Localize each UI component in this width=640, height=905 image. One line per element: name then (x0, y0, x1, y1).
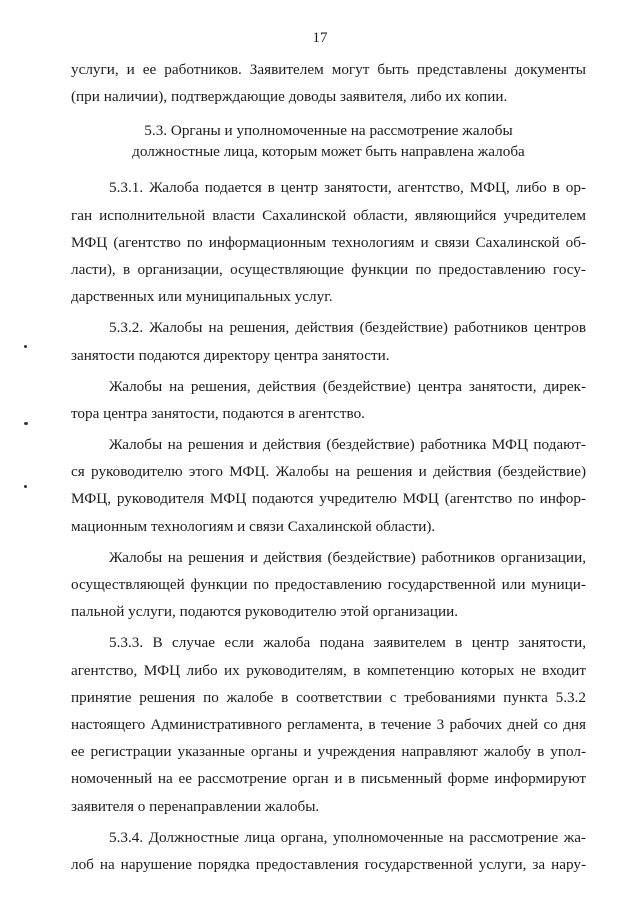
text-line: Жалобы на решения, действия (бездействие) центра занятости, дирек- (109, 377, 586, 395)
text-line: 5.3.2. Жалобы на решения, действия (бездействие) работников центров (109, 319, 586, 337)
heading-line: должностные лица, которым может быть направлена жалоба (132, 143, 525, 161)
paragraph-5-3-4 (71, 824, 586, 878)
section-heading (71, 120, 586, 162)
text-line: услуги, и ее работников. Заявителем могут быть представлены документы (71, 61, 586, 78)
text-line: занятости подаются директору центра занятости. (71, 346, 390, 364)
margin-dot-mark (24, 345, 27, 348)
text-line: осуществляющей функции по предоставлению государственной или муници- (71, 576, 586, 593)
paragraph-organization-complaints (71, 544, 586, 626)
text-line: номоченный на ее рассмотрение орган и в письменный форме информируют (71, 770, 586, 788)
text-line: 5.3.3. В случае если жалоба подана заявителем в центр занятости, (109, 634, 586, 652)
body-text (71, 56, 586, 878)
text-line: Жалобы на решения и действия (бездействие) работников организации, (109, 548, 586, 566)
text-line: агентство, МФЦ либо их руководителям, в компетенцию которых не входит (71, 661, 586, 679)
margin-dot-mark (24, 422, 28, 425)
text-line: ся руководителю этого МФЦ. Жалобы на решения и действия (бездействие) (71, 463, 586, 481)
text-line: ее регистрации указанные органы и учреждения направляют жалобу в упол- (71, 743, 586, 761)
text-line: 5.3.1. Жалоба подается в центр занятости, агентство, МФЦ, либо в ор- (109, 179, 586, 197)
intro-paragraph (71, 56, 586, 110)
text-line: ган исполнительной власти Сахалинской области, являющийся учредителем (71, 206, 586, 224)
paragraph-5-3-3 (71, 629, 586, 819)
text-line: 5.3.4. Должностные лица органа, уполномоченные на рассмотрение жа- (109, 828, 586, 846)
page-number: 17 (312, 30, 328, 46)
paragraph-agency-complaints (71, 373, 586, 427)
text-line: принятие решения по жалобе в соответствии с требованиями пункта 5.3.2 (71, 688, 586, 706)
margin-dot-mark (24, 485, 27, 488)
heading-line: 5.3. Органы и уполномоченные на рассмотрение жалобы (144, 122, 513, 140)
text-line: МФЦ, руководителя МФЦ подаются учредителю МФЦ (агентство по инфор- (71, 490, 586, 508)
text-line: настоящего Административного регламента, в течение 3 рабочих дней со дня (71, 715, 586, 733)
paragraph-5-3-2 (71, 314, 586, 368)
text-line: Жалобы на решения и действия (бездействие) работника МФЦ подают- (109, 436, 586, 454)
text-line: мационным технологиям и связи Сахалинской области). (71, 517, 436, 535)
text-line: МФЦ (агентство по информационным технологиям и связи Сахалинской об- (71, 233, 586, 251)
text-line: тора центра занятости, подаются в агентство. (71, 404, 365, 422)
paragraph-mfc-complaints (71, 431, 586, 540)
text-line: пальной услуги, подаются руководителю этой организации. (71, 603, 459, 621)
text-line: дарственных или муниципальных услуг. (71, 288, 333, 306)
text-line: (при наличии), подтверждающие доводы заявителя, либо их копии. (71, 88, 508, 106)
text-line: ласти), в организации, осуществляющие функции по предоставлению госу- (71, 260, 586, 278)
paragraph-5-3-1 (71, 174, 586, 310)
text-line: заявителя о перенаправлении жалобы. (71, 797, 320, 815)
text-line: лоб на нарушение порядка предоставления государственной услуги, за нару- (71, 855, 586, 873)
